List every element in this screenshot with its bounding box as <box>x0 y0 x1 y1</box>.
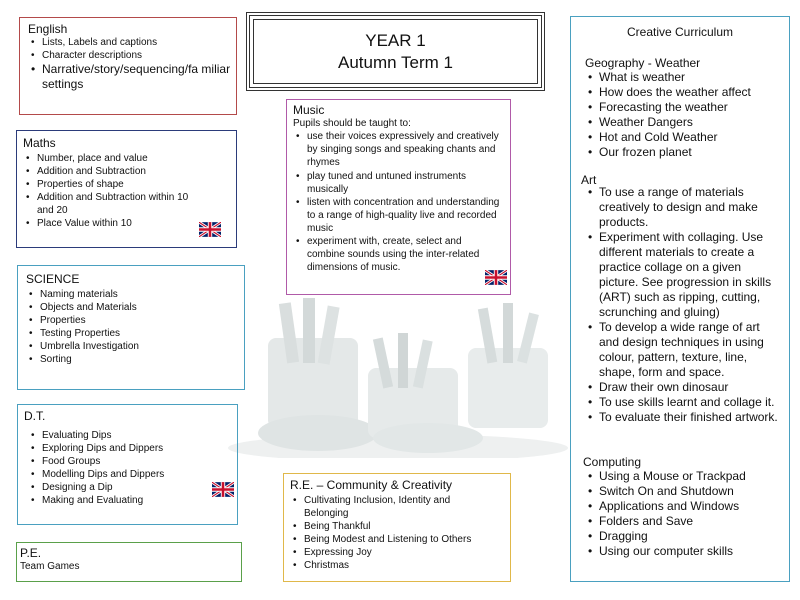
dips-background-image <box>228 298 568 458</box>
science-list <box>26 288 236 366</box>
re-heading: R.E. – Community & Creativity <box>290 478 453 492</box>
list-item: • Modelling Dips and Dippers <box>28 468 231 481</box>
list-item: • experiment with, create, select and combine sounds using the inter-related dimensions of music. <box>293 235 487 274</box>
list-item: • Christmas <box>290 559 504 572</box>
art-list <box>585 185 781 425</box>
creative-heading: Creative Curriculum <box>626 25 734 39</box>
list-item: • Folders and Save <box>585 514 781 529</box>
list-item: • Using our computer skills <box>585 544 781 559</box>
list-item: • Experiment with collaging. Use different materials to create a practice collage on a given picture. See progression in skills (ART) such as ripping, cutting, scrunching and gluing) <box>585 230 781 320</box>
page-title: YEAR 1 <box>365 30 426 50</box>
list-item: • use their voices expressively and creatively by singing songs and speaking chants and rhymes <box>293 130 504 169</box>
page-subtitle: Autumn Term 1 <box>338 52 453 72</box>
list-item: • Properties <box>26 314 236 327</box>
dt-heading: D.T. <box>24 409 46 423</box>
art-heading: Art <box>581 173 597 187</box>
list-item: • Draw their own dinosaur <box>585 380 781 395</box>
geography-heading: Geography - Weather <box>585 56 701 70</box>
creative-curriculum-box <box>570 16 790 582</box>
computing-heading: Computing <box>583 455 642 469</box>
pe-text: Team Games <box>20 561 80 572</box>
re-list <box>290 494 504 572</box>
pe-heading: P.E. <box>20 546 42 560</box>
list-item: • To use a range of materials creatively to design and make products. <box>585 185 781 230</box>
english-list <box>28 36 228 62</box>
list-item: • listen with concentration and understanding to a range of high-quality live and recorded music <box>293 196 504 235</box>
list-item: • Making and Evaluating <box>28 494 231 507</box>
list-item: • Dragging <box>585 529 781 544</box>
computing-list <box>585 469 781 559</box>
dt-list <box>28 429 231 507</box>
list-item: • To evaluate their finished artwork. <box>585 410 781 425</box>
list-item: • Character descriptions <box>28 49 228 62</box>
list-item: • Being Thankful <box>290 520 504 533</box>
list-item: • Cultivating Inclusion, Identity and Belonging <box>290 494 474 520</box>
music-box <box>286 99 511 295</box>
list-item: • Place Value within 10 <box>23 217 230 230</box>
list-item: • To develop a wide range of art and design techniques in using colour, pattern, texture, line, shape, form and space. <box>585 320 781 380</box>
music-intro: Pupils should be taught to: <box>293 118 411 129</box>
list-item: • To use skills learnt and collage it. <box>585 395 781 410</box>
music-list <box>293 130 504 274</box>
uk-flag-icon <box>212 482 234 497</box>
pe-box <box>16 542 242 582</box>
re-box <box>283 473 511 582</box>
list-item: • Naming materials <box>26 288 236 301</box>
list-item: • Weather Dangers <box>585 115 781 130</box>
list-item: • Designing a Dip <box>28 481 231 494</box>
list-item: • Sorting <box>26 353 236 366</box>
list-item: • Properties of shape <box>23 178 230 191</box>
uk-flag-icon <box>485 270 507 285</box>
list-item: • Lists, Labels and captions <box>28 36 228 49</box>
maths-heading: Maths <box>23 136 56 150</box>
list-item: • Evaluating Dips <box>28 429 231 442</box>
english-box <box>19 17 237 115</box>
english-heading: English <box>28 22 68 36</box>
dt-box <box>17 404 238 525</box>
list-item: • Umbrella Investigation <box>26 340 236 353</box>
list-item: • Switch On and Shutdown <box>585 484 781 499</box>
list-item: • Forecasting the weather <box>585 100 781 115</box>
list-item: • What is weather <box>585 70 781 85</box>
list-item: • Number, place and value <box>23 152 230 165</box>
uk-flag-icon <box>199 222 221 237</box>
list-item: • Objects and Materials <box>26 301 236 314</box>
geography-list <box>585 70 781 160</box>
list-item: • Being Modest and Listening to Others <box>290 533 504 546</box>
list-item: • Hot and Cold Weather <box>585 130 781 145</box>
list-item: • Addition and Subtraction <box>23 165 230 178</box>
list-item: • Our frozen planet <box>585 145 781 160</box>
title-box <box>246 12 545 91</box>
maths-list <box>23 152 230 230</box>
list-item: • Expressing Joy <box>290 546 504 559</box>
list-item: • Testing Properties <box>26 327 236 340</box>
list-item: • Exploring Dips and Dippers <box>28 442 231 455</box>
list-item: • Applications and Windows <box>585 499 781 514</box>
science-box <box>17 265 245 390</box>
science-heading: SCIENCE <box>26 272 80 286</box>
maths-box <box>16 130 237 248</box>
english-big-list <box>28 62 231 92</box>
list-item: • Using a Mouse or Trackpad <box>585 469 781 484</box>
music-heading: Music <box>293 103 325 117</box>
list-item: • Narrative/story/sequencing/fa miliar settings <box>28 62 232 92</box>
list-item: • Food Groups <box>28 455 231 468</box>
list-item: • How does the weather affect <box>585 85 781 100</box>
list-item: • play tuned and untuned instruments musically <box>293 170 477 196</box>
list-item: • Addition and Subtraction within 10 and 20 <box>23 191 202 217</box>
